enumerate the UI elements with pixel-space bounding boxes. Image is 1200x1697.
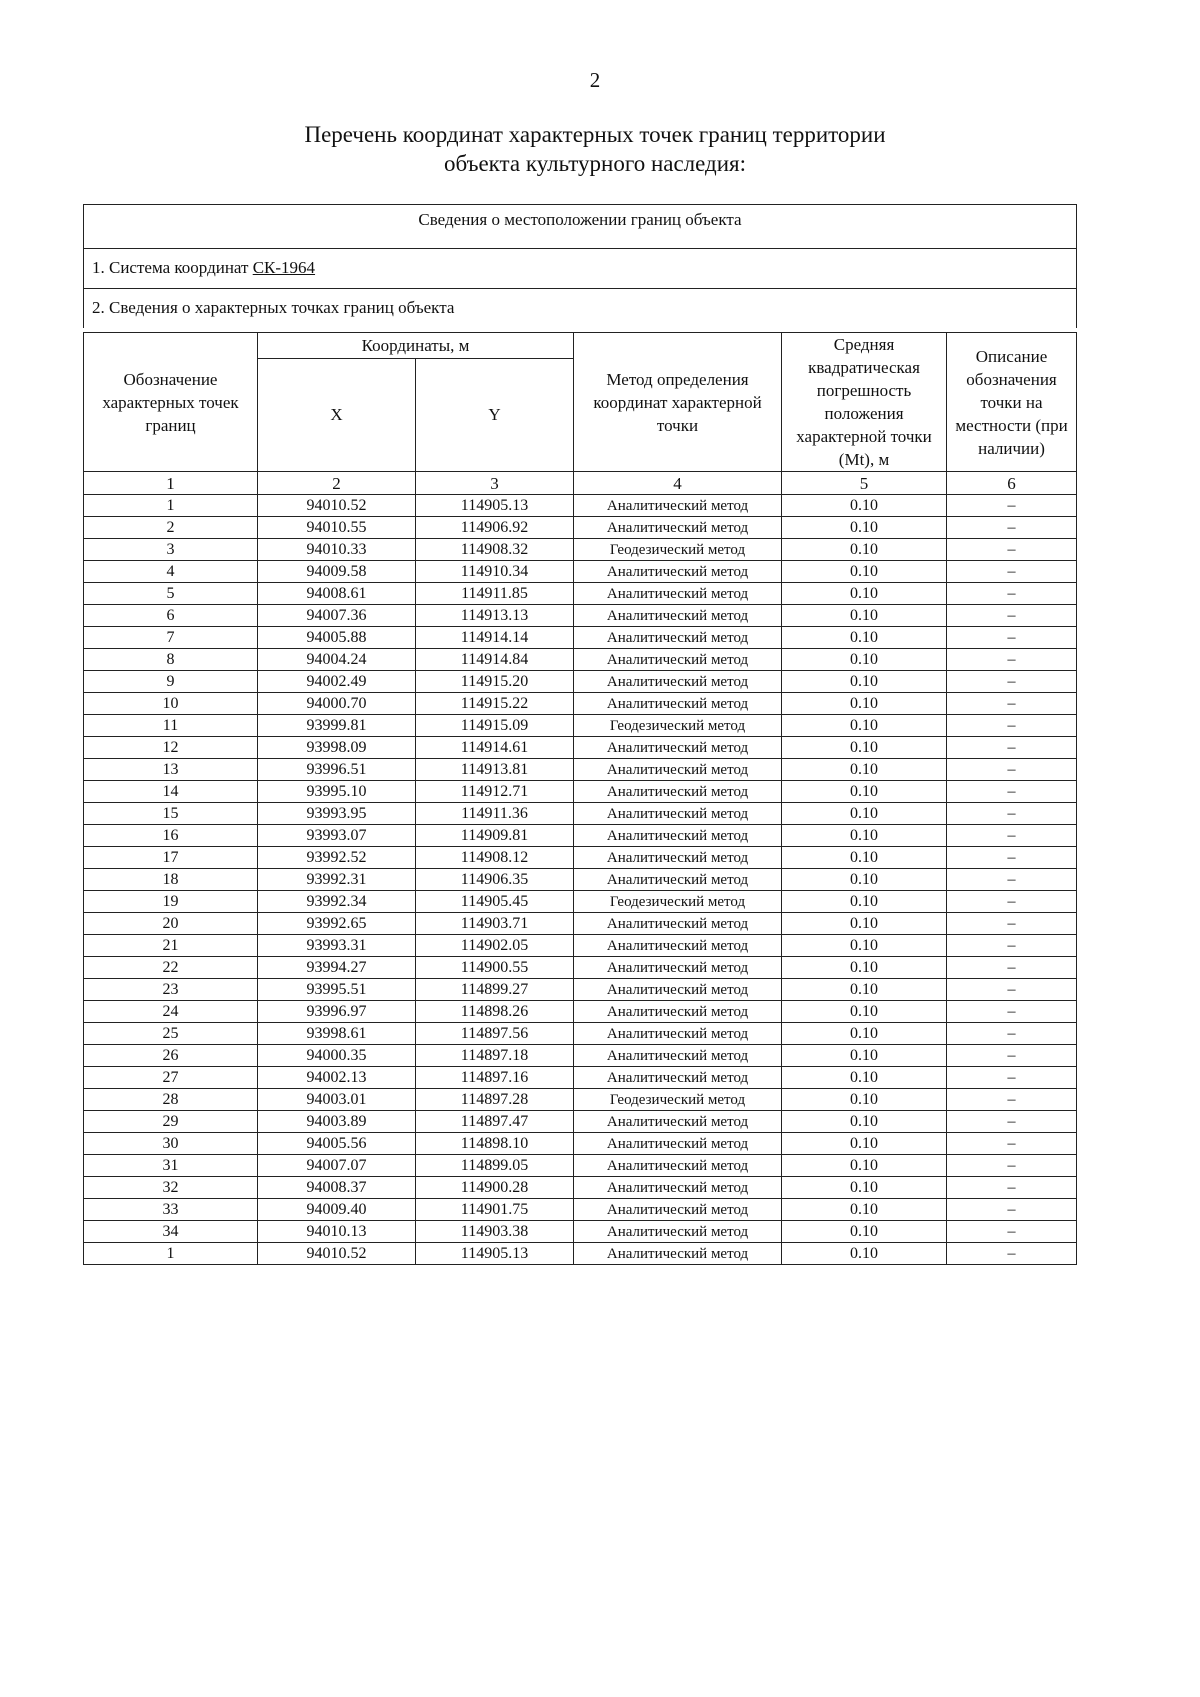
description-cell: – [947, 561, 1077, 583]
x-coordinate-cell: 94010.52 [258, 1243, 416, 1265]
table-row [84, 803, 1077, 825]
description-cell: – [947, 957, 1077, 979]
x-coordinate-cell: 94010.33 [258, 539, 416, 561]
table-row [84, 1133, 1077, 1155]
point-number-cell: 7 [84, 627, 258, 649]
table-row [84, 693, 1077, 715]
table-row [84, 671, 1077, 693]
x-coordinate-cell: 93996.51 [258, 759, 416, 781]
x-coordinate-cell: 94009.58 [258, 561, 416, 583]
method-cell: Аналитический метод [574, 561, 782, 583]
method-cell: Геодезический метод [574, 539, 782, 561]
method-cell: Аналитический метод [574, 517, 782, 539]
x-coordinate-cell: 93992.52 [258, 847, 416, 869]
description-cell: – [947, 979, 1077, 1001]
y-coordinate-cell: 114897.18 [416, 1045, 574, 1067]
error-cell: 0.10 [782, 803, 947, 825]
error-cell: 0.10 [782, 781, 947, 803]
table-row [84, 715, 1077, 737]
error-cell: 0.10 [782, 1067, 947, 1089]
y-coordinate-cell: 114897.47 [416, 1111, 574, 1133]
coordinates-table-body [84, 495, 1077, 1265]
y-coordinate-cell: 114902.05 [416, 935, 574, 957]
x-coordinate-cell: 93994.27 [258, 957, 416, 979]
table-row [84, 1199, 1077, 1221]
point-number-cell: 19 [84, 891, 258, 913]
description-cell: – [947, 1177, 1077, 1199]
y-coordinate-cell: 114899.05 [416, 1155, 574, 1177]
x-coordinate-cell: 93995.51 [258, 979, 416, 1001]
error-cell: 0.10 [782, 1155, 947, 1177]
method-cell: Аналитический метод [574, 803, 782, 825]
x-coordinate-cell: 93998.61 [258, 1023, 416, 1045]
y-coordinate-cell: 114913.13 [416, 605, 574, 627]
table-row [84, 649, 1077, 671]
description-cell: – [947, 913, 1077, 935]
y-coordinate-cell: 114908.12 [416, 847, 574, 869]
point-number-cell: 17 [84, 847, 258, 869]
x-coordinate-cell: 94000.35 [258, 1045, 416, 1067]
method-cell: Аналитический метод [574, 759, 782, 781]
table-row [84, 1001, 1077, 1023]
method-cell: Аналитический метод [574, 1243, 782, 1265]
error-cell: 0.10 [782, 583, 947, 605]
table-row [84, 781, 1077, 803]
point-number-cell: 18 [84, 869, 258, 891]
point-number-cell: 33 [84, 1199, 258, 1221]
method-cell: Аналитический метод [574, 583, 782, 605]
error-cell: 0.10 [782, 517, 947, 539]
y-coordinate-cell: 114903.71 [416, 913, 574, 935]
y-coordinate-cell: 114905.13 [416, 495, 574, 517]
description-cell: – [947, 1067, 1077, 1089]
description-cell: – [947, 847, 1077, 869]
y-coordinate-cell: 114898.10 [416, 1133, 574, 1155]
error-cell: 0.10 [782, 539, 947, 561]
column-number: 6 [947, 472, 1077, 495]
description-cell: – [947, 935, 1077, 957]
method-cell: Аналитический метод [574, 1023, 782, 1045]
point-number-cell: 1 [84, 1243, 258, 1265]
point-number-cell: 31 [84, 1155, 258, 1177]
table-row [84, 1155, 1077, 1177]
method-cell: Геодезический метод [574, 715, 782, 737]
error-cell: 0.10 [782, 1111, 947, 1133]
error-cell: 0.10 [782, 847, 947, 869]
y-coordinate-cell: 114906.35 [416, 869, 574, 891]
section-header: Сведения о местоположении границ объекта [84, 204, 1076, 248]
error-cell: 0.10 [782, 1133, 947, 1155]
method-cell: Геодезический метод [574, 1089, 782, 1111]
error-cell: 0.10 [782, 913, 947, 935]
description-cell: – [947, 1243, 1077, 1265]
description-cell: – [947, 649, 1077, 671]
y-coordinate-cell: 114897.56 [416, 1023, 574, 1045]
column-number: 5 [782, 472, 947, 495]
error-cell: 0.10 [782, 605, 947, 627]
error-cell: 0.10 [782, 737, 947, 759]
point-number-cell: 25 [84, 1023, 258, 1045]
method-cell: Аналитический метод [574, 627, 782, 649]
error-cell: 0.10 [782, 627, 947, 649]
page-number: 2 [589, 68, 601, 92]
point-number-cell: 3 [84, 539, 258, 561]
header-method: Метод определения координат характерной точки [574, 333, 782, 472]
error-cell: 0.10 [782, 1243, 947, 1265]
y-coordinate-cell: 114911.85 [416, 583, 574, 605]
table-row [84, 1067, 1077, 1089]
method-cell: Аналитический метод [574, 847, 782, 869]
point-number-cell: 27 [84, 1067, 258, 1089]
method-cell: Аналитический метод [574, 913, 782, 935]
column-number-row [84, 472, 1077, 495]
point-number-cell: 20 [84, 913, 258, 935]
error-cell: 0.10 [782, 1177, 947, 1199]
point-number-cell: 6 [84, 605, 258, 627]
point-number-cell: 23 [84, 979, 258, 1001]
x-coordinate-cell: 94005.88 [258, 627, 416, 649]
table-row [84, 583, 1077, 605]
error-cell: 0.10 [782, 1023, 947, 1045]
table-row [84, 1045, 1077, 1067]
error-cell: 0.10 [782, 1045, 947, 1067]
point-number-cell: 2 [84, 517, 258, 539]
description-cell: – [947, 1089, 1077, 1111]
x-coordinate-cell: 94005.56 [258, 1133, 416, 1155]
x-coordinate-cell: 94004.24 [258, 649, 416, 671]
column-number: 4 [574, 472, 782, 495]
point-number-cell: 22 [84, 957, 258, 979]
description-cell: – [947, 1221, 1077, 1243]
x-coordinate-cell: 94002.49 [258, 671, 416, 693]
x-coordinate-cell: 93993.07 [258, 825, 416, 847]
description-cell: – [947, 803, 1077, 825]
point-number-cell: 11 [84, 715, 258, 737]
error-cell: 0.10 [782, 649, 947, 671]
description-cell: – [947, 759, 1077, 781]
table-row [84, 869, 1077, 891]
x-coordinate-cell: 94000.70 [258, 693, 416, 715]
error-cell: 0.10 [782, 935, 947, 957]
x-coordinate-cell: 94002.13 [258, 1067, 416, 1089]
method-cell: Аналитический метод [574, 1045, 782, 1067]
point-number-cell: 28 [84, 1089, 258, 1111]
header-x: X [258, 358, 416, 471]
method-cell: Аналитический метод [574, 1155, 782, 1177]
error-cell: 0.10 [782, 759, 947, 781]
point-number-cell: 8 [84, 649, 258, 671]
coordinate-system-line [84, 248, 1076, 288]
point-number-cell: 1 [84, 495, 258, 517]
header-y: Y [416, 358, 574, 471]
point-number-cell: 24 [84, 1001, 258, 1023]
point-number-cell: 4 [84, 561, 258, 583]
point-number-cell: 15 [84, 803, 258, 825]
method-cell: Аналитический метод [574, 1001, 782, 1023]
error-cell: 0.10 [782, 957, 947, 979]
y-coordinate-cell: 114900.28 [416, 1177, 574, 1199]
header-point-designation: Обозначение характерных точек границ [84, 333, 258, 472]
description-cell: – [947, 693, 1077, 715]
x-coordinate-cell: 94003.89 [258, 1111, 416, 1133]
coordinates-table [83, 332, 1077, 1265]
table-row [84, 495, 1077, 517]
error-cell: 0.10 [782, 715, 947, 737]
point-number-cell: 5 [84, 583, 258, 605]
point-number-cell: 9 [84, 671, 258, 693]
y-coordinate-cell: 114901.75 [416, 1199, 574, 1221]
description-cell: – [947, 1155, 1077, 1177]
x-coordinate-cell: 94010.13 [258, 1221, 416, 1243]
method-cell: Аналитический метод [574, 1133, 782, 1155]
y-coordinate-cell: 114913.81 [416, 759, 574, 781]
y-coordinate-cell: 114912.71 [416, 781, 574, 803]
method-cell: Аналитический метод [574, 825, 782, 847]
point-number-cell: 29 [84, 1111, 258, 1133]
point-number-cell: 13 [84, 759, 258, 781]
x-coordinate-cell: 93993.95 [258, 803, 416, 825]
coordinate-system-label: 1. Система координат [92, 258, 253, 277]
description-cell: – [947, 539, 1077, 561]
error-cell: 0.10 [782, 825, 947, 847]
y-coordinate-cell: 114909.81 [416, 825, 574, 847]
point-number-cell: 26 [84, 1045, 258, 1067]
method-cell: Аналитический метод [574, 957, 782, 979]
error-cell: 0.10 [782, 891, 947, 913]
point-number-cell: 16 [84, 825, 258, 847]
y-coordinate-cell: 114915.09 [416, 715, 574, 737]
error-cell: 0.10 [782, 869, 947, 891]
table-row [84, 605, 1077, 627]
description-cell: – [947, 891, 1077, 913]
description-cell: – [947, 1199, 1077, 1221]
table-row [84, 979, 1077, 1001]
method-cell: Аналитический метод [574, 495, 782, 517]
boundary-info-section [83, 204, 1077, 328]
method-cell: Аналитический метод [574, 693, 782, 715]
method-cell: Аналитический метод [574, 1177, 782, 1199]
table-row [84, 1221, 1077, 1243]
description-cell: – [947, 781, 1077, 803]
x-coordinate-cell: 93998.09 [258, 737, 416, 759]
description-cell: – [947, 1111, 1077, 1133]
table-row [84, 957, 1077, 979]
y-coordinate-cell: 114911.36 [416, 803, 574, 825]
description-cell: – [947, 1023, 1077, 1045]
error-cell: 0.10 [782, 561, 947, 583]
x-coordinate-cell: 93992.65 [258, 913, 416, 935]
y-coordinate-cell: 114915.20 [416, 671, 574, 693]
point-number-cell: 14 [84, 781, 258, 803]
y-coordinate-cell: 114908.32 [416, 539, 574, 561]
y-coordinate-cell: 114914.14 [416, 627, 574, 649]
point-number-cell: 10 [84, 693, 258, 715]
x-coordinate-cell: 93993.31 [258, 935, 416, 957]
table-row [84, 1243, 1077, 1265]
method-cell: Геодезический метод [574, 891, 782, 913]
y-coordinate-cell: 114899.27 [416, 979, 574, 1001]
header-coordinates: Координаты, м [258, 333, 574, 359]
table-row [84, 1089, 1077, 1111]
y-coordinate-cell: 114905.13 [416, 1243, 574, 1265]
points-section-title: 2. Сведения о характерных точках границ объекта [84, 288, 1076, 328]
description-cell: – [947, 715, 1077, 737]
x-coordinate-cell: 94003.01 [258, 1089, 416, 1111]
x-coordinate-cell: 94007.07 [258, 1155, 416, 1177]
y-coordinate-cell: 114914.84 [416, 649, 574, 671]
description-cell: – [947, 869, 1077, 891]
method-cell: Аналитический метод [574, 1199, 782, 1221]
description-cell: – [947, 495, 1077, 517]
description-cell: – [947, 627, 1077, 649]
description-cell: – [947, 1133, 1077, 1155]
x-coordinate-cell: 94009.40 [258, 1199, 416, 1221]
table-row [84, 517, 1077, 539]
description-cell: – [947, 671, 1077, 693]
table-row [84, 561, 1077, 583]
table-row [84, 847, 1077, 869]
x-coordinate-cell: 94007.36 [258, 605, 416, 627]
method-cell: Аналитический метод [574, 605, 782, 627]
table-row [84, 935, 1077, 957]
y-coordinate-cell: 114914.61 [416, 737, 574, 759]
table-row [84, 1023, 1077, 1045]
header-description: Описание обозначения точки на местности (при наличии) [947, 333, 1077, 472]
y-coordinate-cell: 114898.26 [416, 1001, 574, 1023]
table-row [84, 759, 1077, 781]
table-row [84, 891, 1077, 913]
header-error: Средняя квадратическая погрешность положения характерной точки (Mt), м [782, 333, 947, 472]
table-row [84, 913, 1077, 935]
error-cell: 0.10 [782, 1221, 947, 1243]
document-title [0, 120, 1190, 178]
error-cell: 0.10 [782, 1089, 947, 1111]
column-number: 3 [416, 472, 574, 495]
description-cell: – [947, 605, 1077, 627]
y-coordinate-cell: 114897.28 [416, 1089, 574, 1111]
table-row [84, 627, 1077, 649]
method-cell: Аналитический метод [574, 781, 782, 803]
error-cell: 0.10 [782, 671, 947, 693]
x-coordinate-cell: 93992.34 [258, 891, 416, 913]
description-cell: – [947, 825, 1077, 847]
point-number-cell: 30 [84, 1133, 258, 1155]
y-coordinate-cell: 114900.55 [416, 957, 574, 979]
table-row [84, 737, 1077, 759]
error-cell: 0.10 [782, 1001, 947, 1023]
column-number: 1 [84, 472, 258, 495]
x-coordinate-cell: 93995.10 [258, 781, 416, 803]
point-number-cell: 34 [84, 1221, 258, 1243]
description-cell: – [947, 737, 1077, 759]
document-title-line-2: объекта культурного наследия: [443, 151, 747, 176]
x-coordinate-cell: 94008.61 [258, 583, 416, 605]
y-coordinate-cell: 114915.22 [416, 693, 574, 715]
x-coordinate-cell: 93996.97 [258, 1001, 416, 1023]
method-cell: Аналитический метод [574, 737, 782, 759]
x-coordinate-cell: 94010.52 [258, 495, 416, 517]
method-cell: Аналитический метод [574, 649, 782, 671]
error-cell: 0.10 [782, 495, 947, 517]
error-cell: 0.10 [782, 979, 947, 1001]
point-number-cell: 12 [84, 737, 258, 759]
table-row [84, 1111, 1077, 1133]
table-row [84, 539, 1077, 561]
x-coordinate-cell: 93999.81 [258, 715, 416, 737]
y-coordinate-cell: 114905.45 [416, 891, 574, 913]
y-coordinate-cell: 114903.38 [416, 1221, 574, 1243]
method-cell: Аналитический метод [574, 671, 782, 693]
coordinate-system-value: СК-1964 [252, 258, 316, 277]
point-number-cell: 21 [84, 935, 258, 957]
x-coordinate-cell: 93992.31 [258, 869, 416, 891]
table-row [84, 825, 1077, 847]
description-cell: – [947, 1001, 1077, 1023]
point-number-cell: 32 [84, 1177, 258, 1199]
description-cell: – [947, 517, 1077, 539]
error-cell: 0.10 [782, 1199, 947, 1221]
column-number: 2 [258, 472, 416, 495]
method-cell: Аналитический метод [574, 869, 782, 891]
method-cell: Аналитический метод [574, 1221, 782, 1243]
x-coordinate-cell: 94008.37 [258, 1177, 416, 1199]
y-coordinate-cell: 114910.34 [416, 561, 574, 583]
x-coordinate-cell: 94010.55 [258, 517, 416, 539]
error-cell: 0.10 [782, 693, 947, 715]
document-title-line-1: Перечень координат характерных точек границ территории [304, 122, 886, 147]
table-row [84, 1177, 1077, 1199]
method-cell: Аналитический метод [574, 979, 782, 1001]
method-cell: Аналитический метод [574, 935, 782, 957]
method-cell: Аналитический метод [574, 1067, 782, 1089]
y-coordinate-cell: 114906.92 [416, 517, 574, 539]
y-coordinate-cell: 114897.16 [416, 1067, 574, 1089]
description-cell: – [947, 583, 1077, 605]
description-cell: – [947, 1045, 1077, 1067]
method-cell: Аналитический метод [574, 1111, 782, 1133]
